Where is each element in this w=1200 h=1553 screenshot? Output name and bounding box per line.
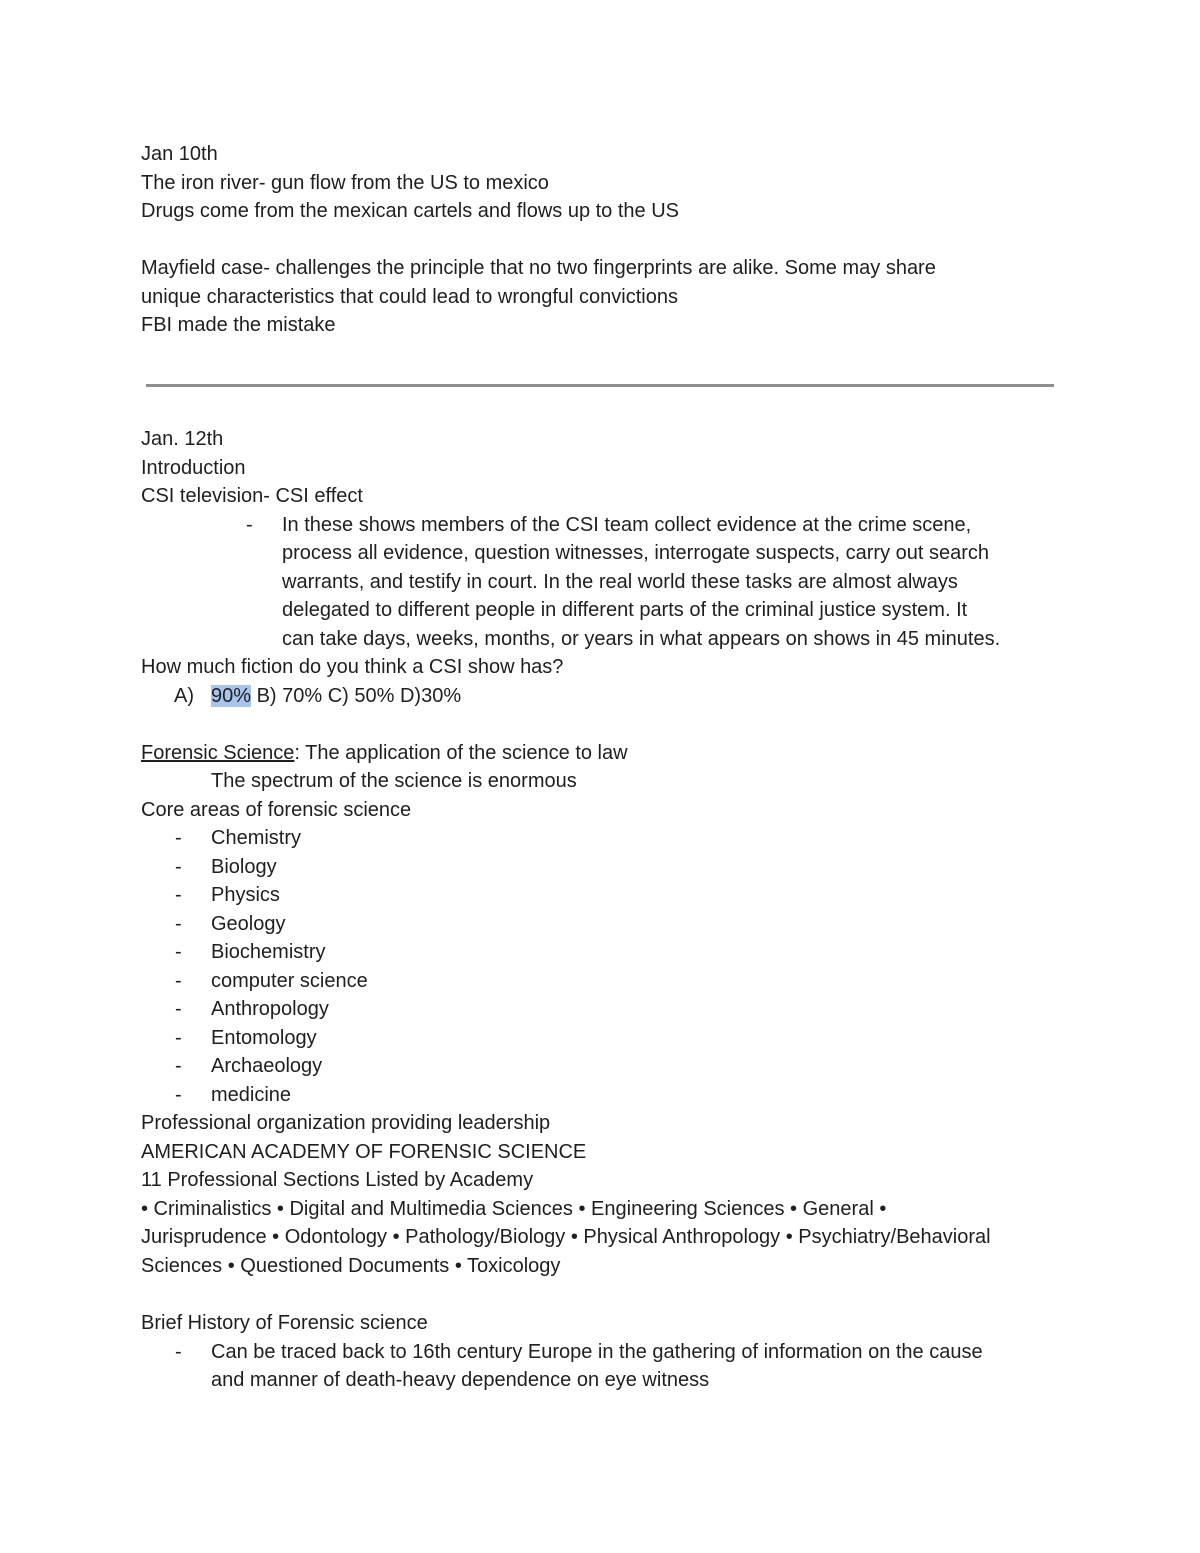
list-item: Biochemistry [211,941,326,963]
selected-answer-highlight[interactable]: 90% [211,685,252,707]
list-marker: - [175,970,182,992]
definition-line [141,739,628,767]
list-marker: - [175,941,182,963]
note-line: FBI made the mistake [141,314,336,336]
list-marker: - [175,1055,182,1077]
list-item: Entomology [211,1027,317,1049]
date-heading-jan-10: Jan 10th [141,143,218,165]
note-line: The iron river- gun flow from the US to mexico [141,172,549,194]
list-item: Anthropology [211,998,329,1020]
list-item-line: delegated to different people in different parts of the criminal justice system. It [282,599,968,621]
list-item: Physics [211,884,280,906]
list-marker: - [246,514,253,536]
note-line: CSI television- CSI effect [141,485,363,507]
list-item: Archaeology [211,1055,323,1077]
question-line: How much fiction do you think a CSI show has? [141,656,564,678]
note-line: Introduction [141,457,246,479]
answer-label: A) [174,685,194,707]
list-item-line: and manner of death-heavy dependence on eye witness [211,1369,710,1391]
list-item-line: Can be traced back to 16th century Europe in the gathering of information on the cause [211,1341,983,1363]
note-line: Drugs come from the mexican cartels and flows up to the US [141,200,680,222]
list-marker: - [175,827,182,849]
list-item: Geology [211,913,286,935]
term-forensic-science: Forensic Science [141,742,295,764]
list-item-line: warrants, and testify in court. In the real world these tasks are almost always [282,571,958,593]
note-line: Mayfield case- challenges the principle that no two fingerprints are alike. Some may share [141,257,936,279]
list-marker: - [175,884,182,906]
list-item: computer science [211,970,368,992]
sections-line: Jurisprudence • Odontology • Pathology/Biology • Physical Anthropology • Psychiatry/Behavioral [141,1226,991,1248]
sections-heading: 11 Professional Sections Listed by Academy [141,1169,534,1191]
list-marker: - [175,913,182,935]
note-line: unique characteristics that could lead to wrongful convictions [141,286,678,308]
note-line: The spectrum of the science is enormous [211,770,577,792]
list-marker: - [175,1084,182,1106]
sections-line: • Criminalistics • Digital and Multimedia Sciences • Engineering Sciences • General • [141,1198,887,1220]
list-item-line: process all evidence, question witnesses, interrogate suspects, carry out search [282,542,990,564]
list-item: Biology [211,856,277,878]
sections-line: Sciences • Questioned Documents • Toxicology [141,1255,561,1277]
list-marker: - [175,856,182,878]
answer-options [211,682,461,710]
list-item: medicine [211,1084,292,1106]
note-line: Professional organization providing leadership [141,1112,551,1134]
list-item-line: In these shows members of the CSI team collect evidence at the crime scene, [282,514,972,536]
horizontal-divider [146,384,1054,387]
list-item: Chemistry [211,827,302,849]
list-marker: - [175,1341,182,1363]
date-heading-jan-12: Jan. 12th [141,428,224,450]
list-marker: - [175,1027,182,1049]
answer-other-options: B) 70% C) 50% D)30% [251,685,462,707]
academy-name: AMERICAN ACADEMY OF FORENSIC SCIENCE [141,1141,587,1163]
term-definition: : The application of the science to law [294,742,628,764]
list-item-line: can take days, weeks, months, or years in what appears on shows in 45 minutes. [282,628,1001,650]
history-heading: Brief History of Forensic science [141,1312,428,1334]
core-areas-heading: Core areas of forensic science [141,799,412,821]
list-marker: - [175,998,182,1020]
